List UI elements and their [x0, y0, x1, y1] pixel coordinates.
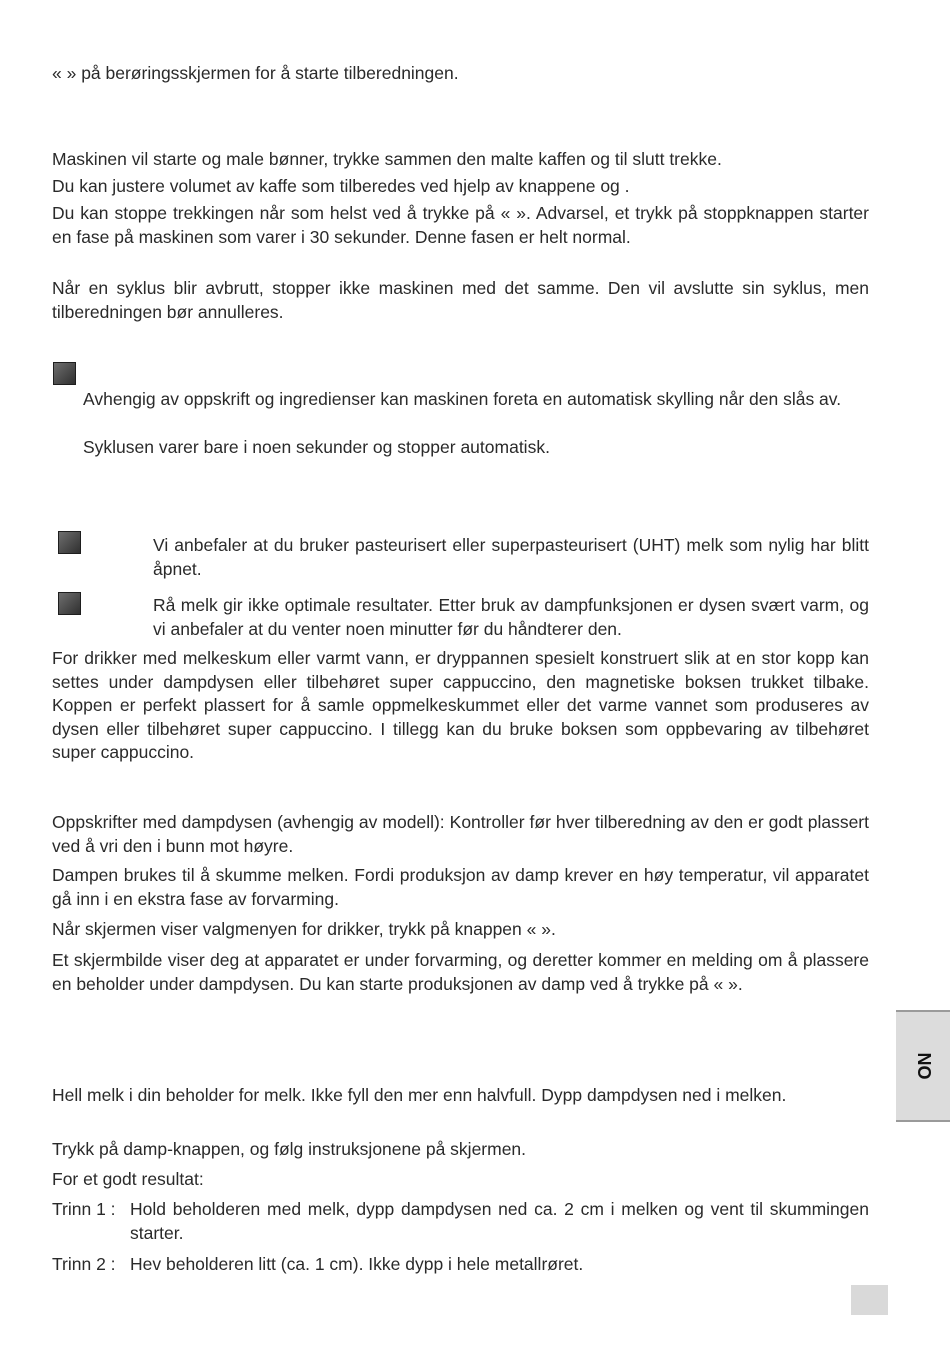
adjust-volume-text: Du kan justere volumet av kaffe som tilberedes ved hjelp av knappene og .: [52, 176, 630, 196]
note-square-icon: [53, 362, 76, 385]
language-tab-label: NO: [913, 1052, 934, 1080]
cycle-interrupted-text: Når en syklus blir avbrutt, stopper ikke maskinen med det samme. Den vil avslutte sin syklus, men tilberedningen bør annulleres.: [52, 278, 869, 322]
pour-milk-text: Hell melk i din beholder for melk. Ikke fyll den mer enn halvfull. Dypp dampdysen ned i melken.: [52, 1085, 787, 1105]
step-text: Hev beholderen litt (ca. 1 cm). Ikke dypp i hele metallrøret.: [130, 1254, 584, 1274]
note-square-icon: [58, 531, 81, 554]
drip-tray-text: For drikker med melkeskum eller varmt vann, er dryppannen spesielt konstruert slik at en stor kopp kan settes under dampdysen eller tilbehøret super cappuccino, den magnetiske boksen trukket tilbake. Koppen er perfekt plassert for å samle oppmelkeskummet eller det varme vannet som produseres av dysen eller tilbehøret super cappuccino. I tillegg kan du bruke boksen som oppbevaring av tilbehøret super cappuccino.: [52, 648, 869, 762]
machine-start-text: Maskinen vil starte og male bønner, trykke sammen den malte kaffen og til slutt trekke.: [52, 149, 722, 169]
steam-foam-text: Dampen brukes til å skumme melken. Fordi produksjon av damp krever en høy temperatur, vil apparatet gå inn i en ekstra fase av forvarming.: [52, 865, 869, 909]
step-item: [52, 1198, 869, 1245]
milk-note-text: Vi anbefaler at du bruker pasteurisert eller superpasteurisert (UHT) melk som nylig har blitt åpnet.: [153, 535, 869, 579]
step-label: Trinn 2 :: [52, 1254, 116, 1274]
step-item: [52, 1253, 869, 1277]
preheat-screen-text: Et skjermbilde viser deg at apparatet er under forvarming, og deretter kommer en melding om å plassere en beholder under dampdysen. Du kan starte produksjonen av damp ved å trykke på « ».: [52, 950, 869, 994]
language-tab: [896, 1010, 950, 1122]
step-text: Hold beholderen med melk, dypp dampdysen ned ca. 2 cm i melken og vent til skummingen starter.: [130, 1199, 869, 1243]
start-hint-text: « » på berøringsskjermen for å starte tilberedningen.: [52, 63, 459, 83]
note-square-icon: [58, 592, 81, 615]
rinse-duration-text: Syklusen varer bare i noen sekunder og stopper automatisk.: [83, 437, 550, 457]
press-steam-text: Trykk på damp-knappen, og følg instruksjonene på skjermen.: [52, 1139, 527, 1159]
stop-brewing-text: Du kan stoppe trekkingen når som helst ved å trykke på « ». Advarsel, et trykk på stoppknappen starter en fase på maskinen som varer i 30 sekunder. Denne fasen er helt normal.: [52, 203, 869, 247]
good-result-text: For et godt resultat:: [52, 1169, 204, 1189]
press-button-text: Når skjermen viser valgmenyen for drikker, trykk på knappen « ».: [52, 919, 556, 939]
raw-milk-note-text: Rå melk gir ikke optimale resultater. Etter bruk av dampfunksjonen er dysen svært varm, og vi anbefaler at du venter noen minutter før du håndterer den.: [153, 595, 869, 639]
rinse-note-text: Avhengig av oppskrift og ingredienser kan maskinen foreta en automatisk skylling når den slås av.: [83, 389, 842, 409]
steam-recipes-text: Oppskrifter med dampdysen (avhengig av modell): Kontroller før hver tilberedning av den er godt plassert ved å vri den i bunn mot høyre.: [52, 812, 869, 856]
step-label: Trinn 1 :: [52, 1199, 116, 1219]
page-number-box: [851, 1285, 888, 1315]
